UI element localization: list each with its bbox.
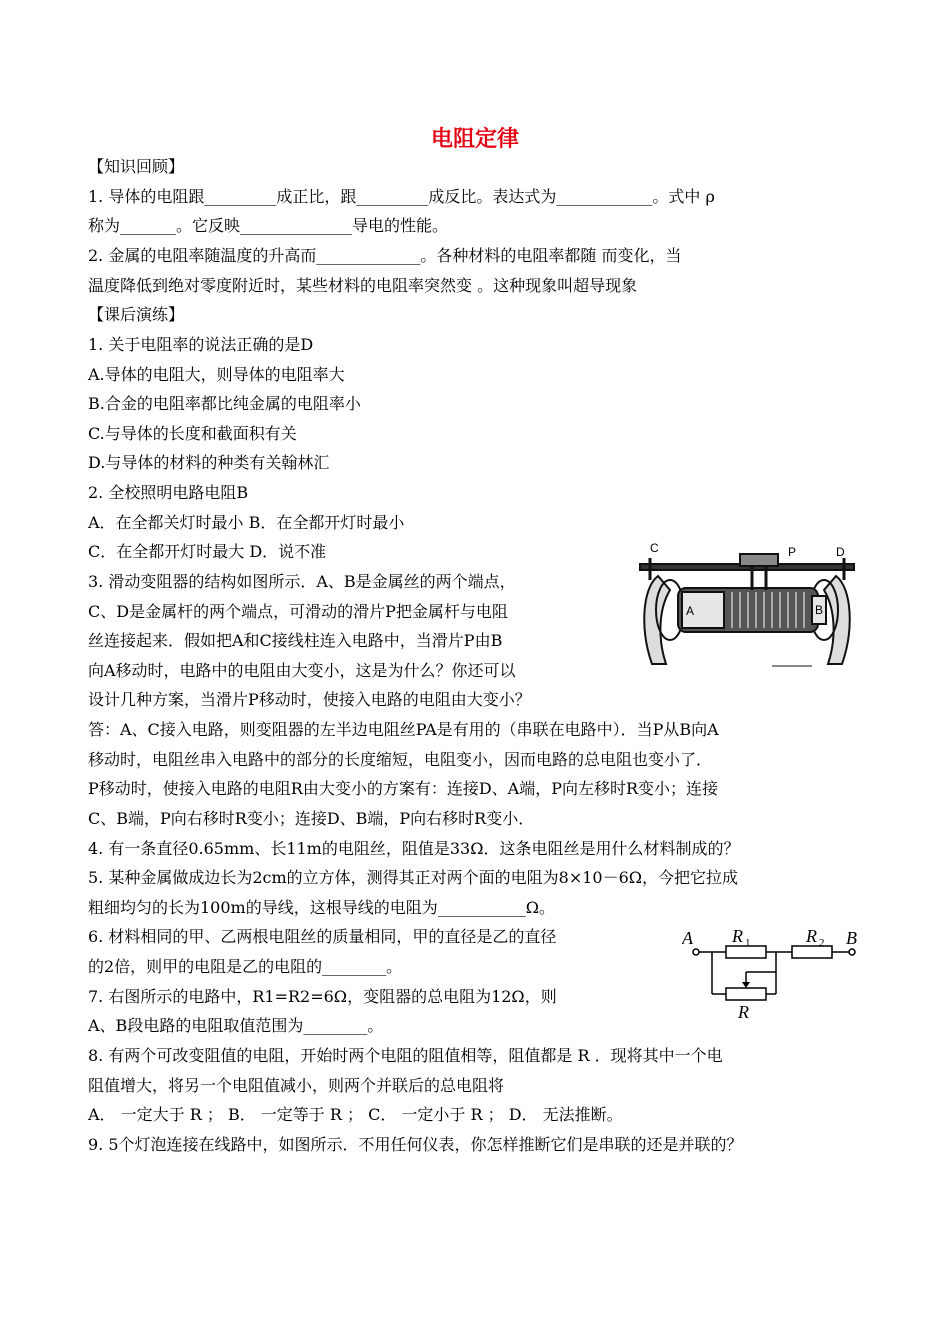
question-line: 9. 5个灯泡连接在线路中，如图所示．不用任何仪表，你怎样推断它们是串联的还是并联的？ xyxy=(88,1135,743,1154)
label-b: B xyxy=(815,603,824,617)
question-line: 8. 有两个可改变阻值的电阻，开始时两个电阻的阻值相等，阻值都是 R ．现将其中一个电 xyxy=(88,1046,723,1065)
question-line: A、B段电路的电阻取值范围为________。 xyxy=(88,1016,384,1035)
question-line: 1. 导体的电阻跟_________成正比，跟_________成反比。表达式为____________。式中 ρ xyxy=(88,187,715,206)
label-c: C xyxy=(650,541,659,555)
section-heading-review: 【知识回顾】 xyxy=(88,157,185,176)
question-line: C、D是金属杆的两个端点，可滑动的滑片P把金属杆与电阻 xyxy=(88,602,508,621)
question-line: 7. 右图所示的电路中，R1=R2=6Ω，变阻器的总电阻为12Ω，则 xyxy=(88,987,557,1006)
question-line: 5. 某种金属做成边长为2cm的立方体，测得其正对两个面的电阻为8×10－6Ω，今把它拉成 xyxy=(88,868,739,887)
question-line: 设计几种方案，当滑片P移动时，使接入电路的电阻由大变小？ xyxy=(88,690,531,709)
question-line: 6. 材料相同的甲、乙两根电阻丝的质量相同，甲的直径是乙的直径 xyxy=(88,927,557,946)
question-line: 向A移动时，电路中的电阻由大变小，这是为什么？你还可以 xyxy=(88,661,516,680)
circuit-figure xyxy=(682,922,872,1022)
label-d: D xyxy=(836,545,845,559)
question-line: 温度降低到绝对零度附近时，某些材料的电阻率突然变 。这种现象叫超导现象 xyxy=(88,276,638,295)
option-line: C.与导体的长度和截面积有关 xyxy=(88,424,297,443)
option-line: D.与导体的材料的种类有关翰林汇 xyxy=(88,453,330,472)
answer-line: C、B端，P向右移时R变小；连接D、B端，P向右移时R变小． xyxy=(88,809,535,828)
answer-line: 答：A、C接入电路，则变阻器的左半边电阻丝PA是有用的（串联在电路中）．当P从B向A xyxy=(88,720,719,739)
question-line: 的2倍，则甲的电阻是乙的电阻的________。 xyxy=(88,957,403,976)
label-r: R xyxy=(738,1002,749,1022)
option-line: B.合金的电阻率都比纯金属的电阻率小 xyxy=(88,394,361,413)
section-heading-practice: 【课后演练】 xyxy=(88,305,185,324)
answer-line: 移动时，电阻丝串入电路中的部分的长度缩短，电阻变小，因而电路的总电阻也变小了． xyxy=(88,750,713,769)
option-line: C．在全都开灯时最大 D．说不准 xyxy=(88,542,327,561)
label-p: P xyxy=(788,545,797,559)
question-line: 4. 有一条直径0.65mm、长11m的电阻丝，阻值是33Ω．这条电阻丝是用什么材料制成的？ xyxy=(88,839,740,858)
label-a: A xyxy=(686,604,695,618)
question-line: 粗细均匀的长为100m的导线，这根导线的电阻为___________Ω。 xyxy=(88,898,555,917)
question-line: 阻值增大，将另一个电阻值减小，则两个并联后的总电阻将 xyxy=(88,1076,505,1095)
option-line: A． 一定大于 R ； B． 一定等于 R ； C． 一定小于 R ； D． 无法推断。 xyxy=(88,1105,623,1124)
label-r2: R xyxy=(806,926,817,946)
question-line: 称为_______。它反映______________导电的性能。 xyxy=(88,216,449,235)
question-line: 1. 关于电阻率的说法正确的是D xyxy=(88,335,314,354)
question-line: 2. 全校照明电路电阻B xyxy=(88,483,249,502)
question-line: 3. 滑动变阻器的结构如图所示．A、B是金属丝的两个端点， xyxy=(88,572,516,591)
label-r1-sub: 1 xyxy=(745,937,751,949)
question-line: 2. 金属的电阻率随温度的升高而_____________。各种材料的电阻率都随 而变化，当 xyxy=(88,246,682,265)
label-r1: R xyxy=(732,926,743,946)
answer-line: P移动时，使接入电路的电阻R由大变小的方案有：连接D、A端，P向左移时R变小；连接 xyxy=(88,779,719,798)
option-line: A．在全都关灯时最小 B．在全都开灯时最小 xyxy=(88,513,405,532)
question-line: 丝连接起来．假如把A和C接线柱连入电路中，当滑片P由B xyxy=(88,631,503,650)
rheostat-figure xyxy=(622,540,872,672)
option-line: A.导体的电阻大，则导体的电阻率大 xyxy=(88,365,345,384)
label-r2-sub: 2 xyxy=(819,937,825,949)
label-b: B xyxy=(846,928,857,948)
label-a: A xyxy=(682,928,693,948)
page-title: 电阻定律 xyxy=(430,127,519,152)
